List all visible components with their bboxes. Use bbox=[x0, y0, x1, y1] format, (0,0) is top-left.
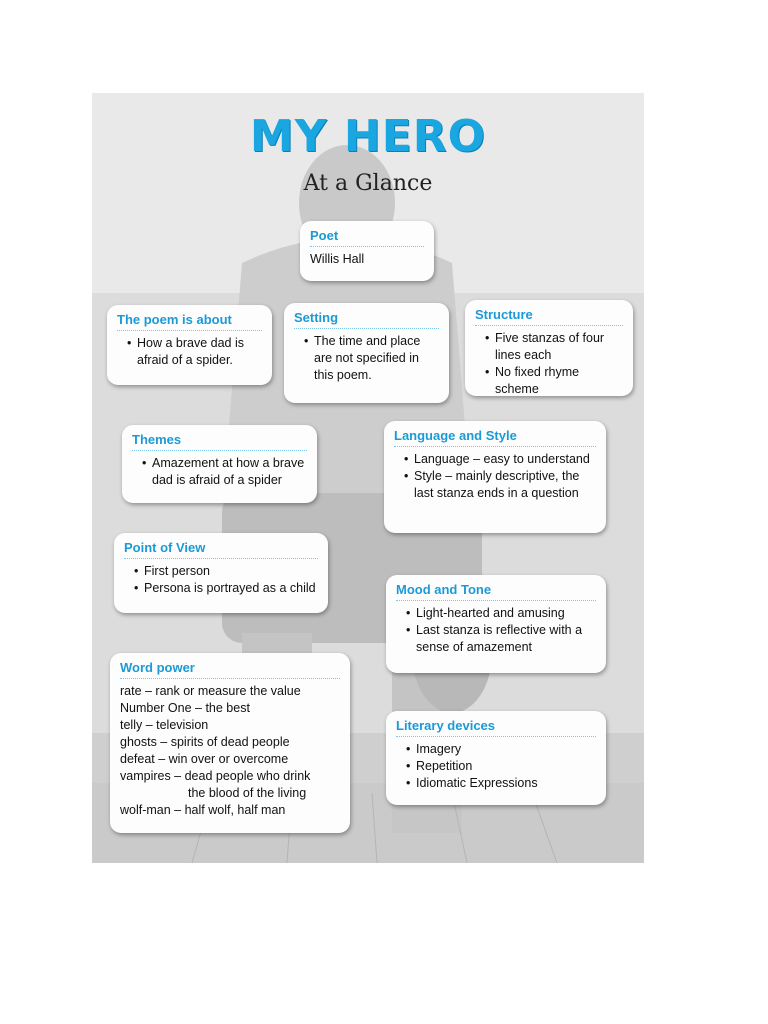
themes-heading: Themes bbox=[132, 432, 307, 451]
poet-card bbox=[300, 221, 434, 281]
list-item: • Five stanzas of four lines each bbox=[485, 330, 623, 364]
word-power-line: defeat – win over or overcome bbox=[120, 752, 289, 766]
list-item: • Imagery bbox=[406, 741, 596, 758]
list-item: • The time and place are not specified in this poem. bbox=[304, 333, 439, 384]
word-power-line: the blood of the living bbox=[188, 786, 307, 800]
word-power-line: wolf-man – half wolf, half man bbox=[120, 803, 286, 817]
worksheet-page bbox=[92, 93, 644, 863]
poem-title: MY HERO bbox=[249, 111, 487, 162]
list-item: • Repetition bbox=[406, 758, 596, 775]
list-item: • How a brave dad is afraid of a spider. bbox=[127, 335, 262, 369]
structure-card bbox=[465, 300, 633, 396]
list-item: • Language – easy to understand bbox=[404, 451, 596, 468]
word-power-line: vampires – dead people who drink bbox=[120, 769, 311, 783]
literary-devices-heading: Literary devices bbox=[396, 718, 596, 737]
themes-card bbox=[122, 425, 317, 503]
list-item: • Last stanza is reflective with a sense of amazement bbox=[406, 622, 596, 656]
word-power-heading: Word power bbox=[120, 660, 340, 679]
mood-tone-heading: Mood and Tone bbox=[396, 582, 596, 601]
poet-name: Willis Hall bbox=[310, 252, 365, 266]
mood-tone-card bbox=[386, 575, 606, 673]
list-item: • Light-hearted and amusing bbox=[406, 605, 596, 622]
point-of-view-heading: Point of View bbox=[124, 540, 318, 559]
word-power-line: rate – rank or measure the value bbox=[120, 684, 301, 698]
list-item: • Style – mainly descriptive, the last stanza ends in a question bbox=[404, 468, 596, 502]
point-of-view-card bbox=[114, 533, 328, 613]
list-item: • No fixed rhyme scheme bbox=[485, 364, 623, 398]
word-power-line: telly – television bbox=[120, 718, 209, 732]
word-power-line: Number One – the best bbox=[120, 701, 250, 715]
list-item: • Amazement at how a brave dad is afraid of a spider bbox=[142, 455, 307, 489]
language-style-card bbox=[384, 421, 606, 533]
setting-heading: Setting bbox=[294, 310, 439, 329]
list-item: • Persona is portrayed as a child bbox=[134, 580, 318, 597]
page-subtitle: At a Glance bbox=[303, 171, 433, 196]
list-item: • First person bbox=[134, 563, 318, 580]
about-card bbox=[107, 305, 272, 385]
word-power-card bbox=[110, 653, 350, 833]
structure-heading: Structure bbox=[475, 307, 623, 326]
literary-devices-card bbox=[386, 711, 606, 805]
language-style-heading: Language and Style bbox=[394, 428, 596, 447]
poet-heading: Poet bbox=[310, 228, 424, 247]
setting-card bbox=[284, 303, 449, 403]
list-item: • Idiomatic Expressions bbox=[406, 775, 596, 792]
word-power-line: ghosts – spirits of dead people bbox=[120, 735, 290, 749]
about-heading: The poem is about bbox=[117, 312, 262, 331]
